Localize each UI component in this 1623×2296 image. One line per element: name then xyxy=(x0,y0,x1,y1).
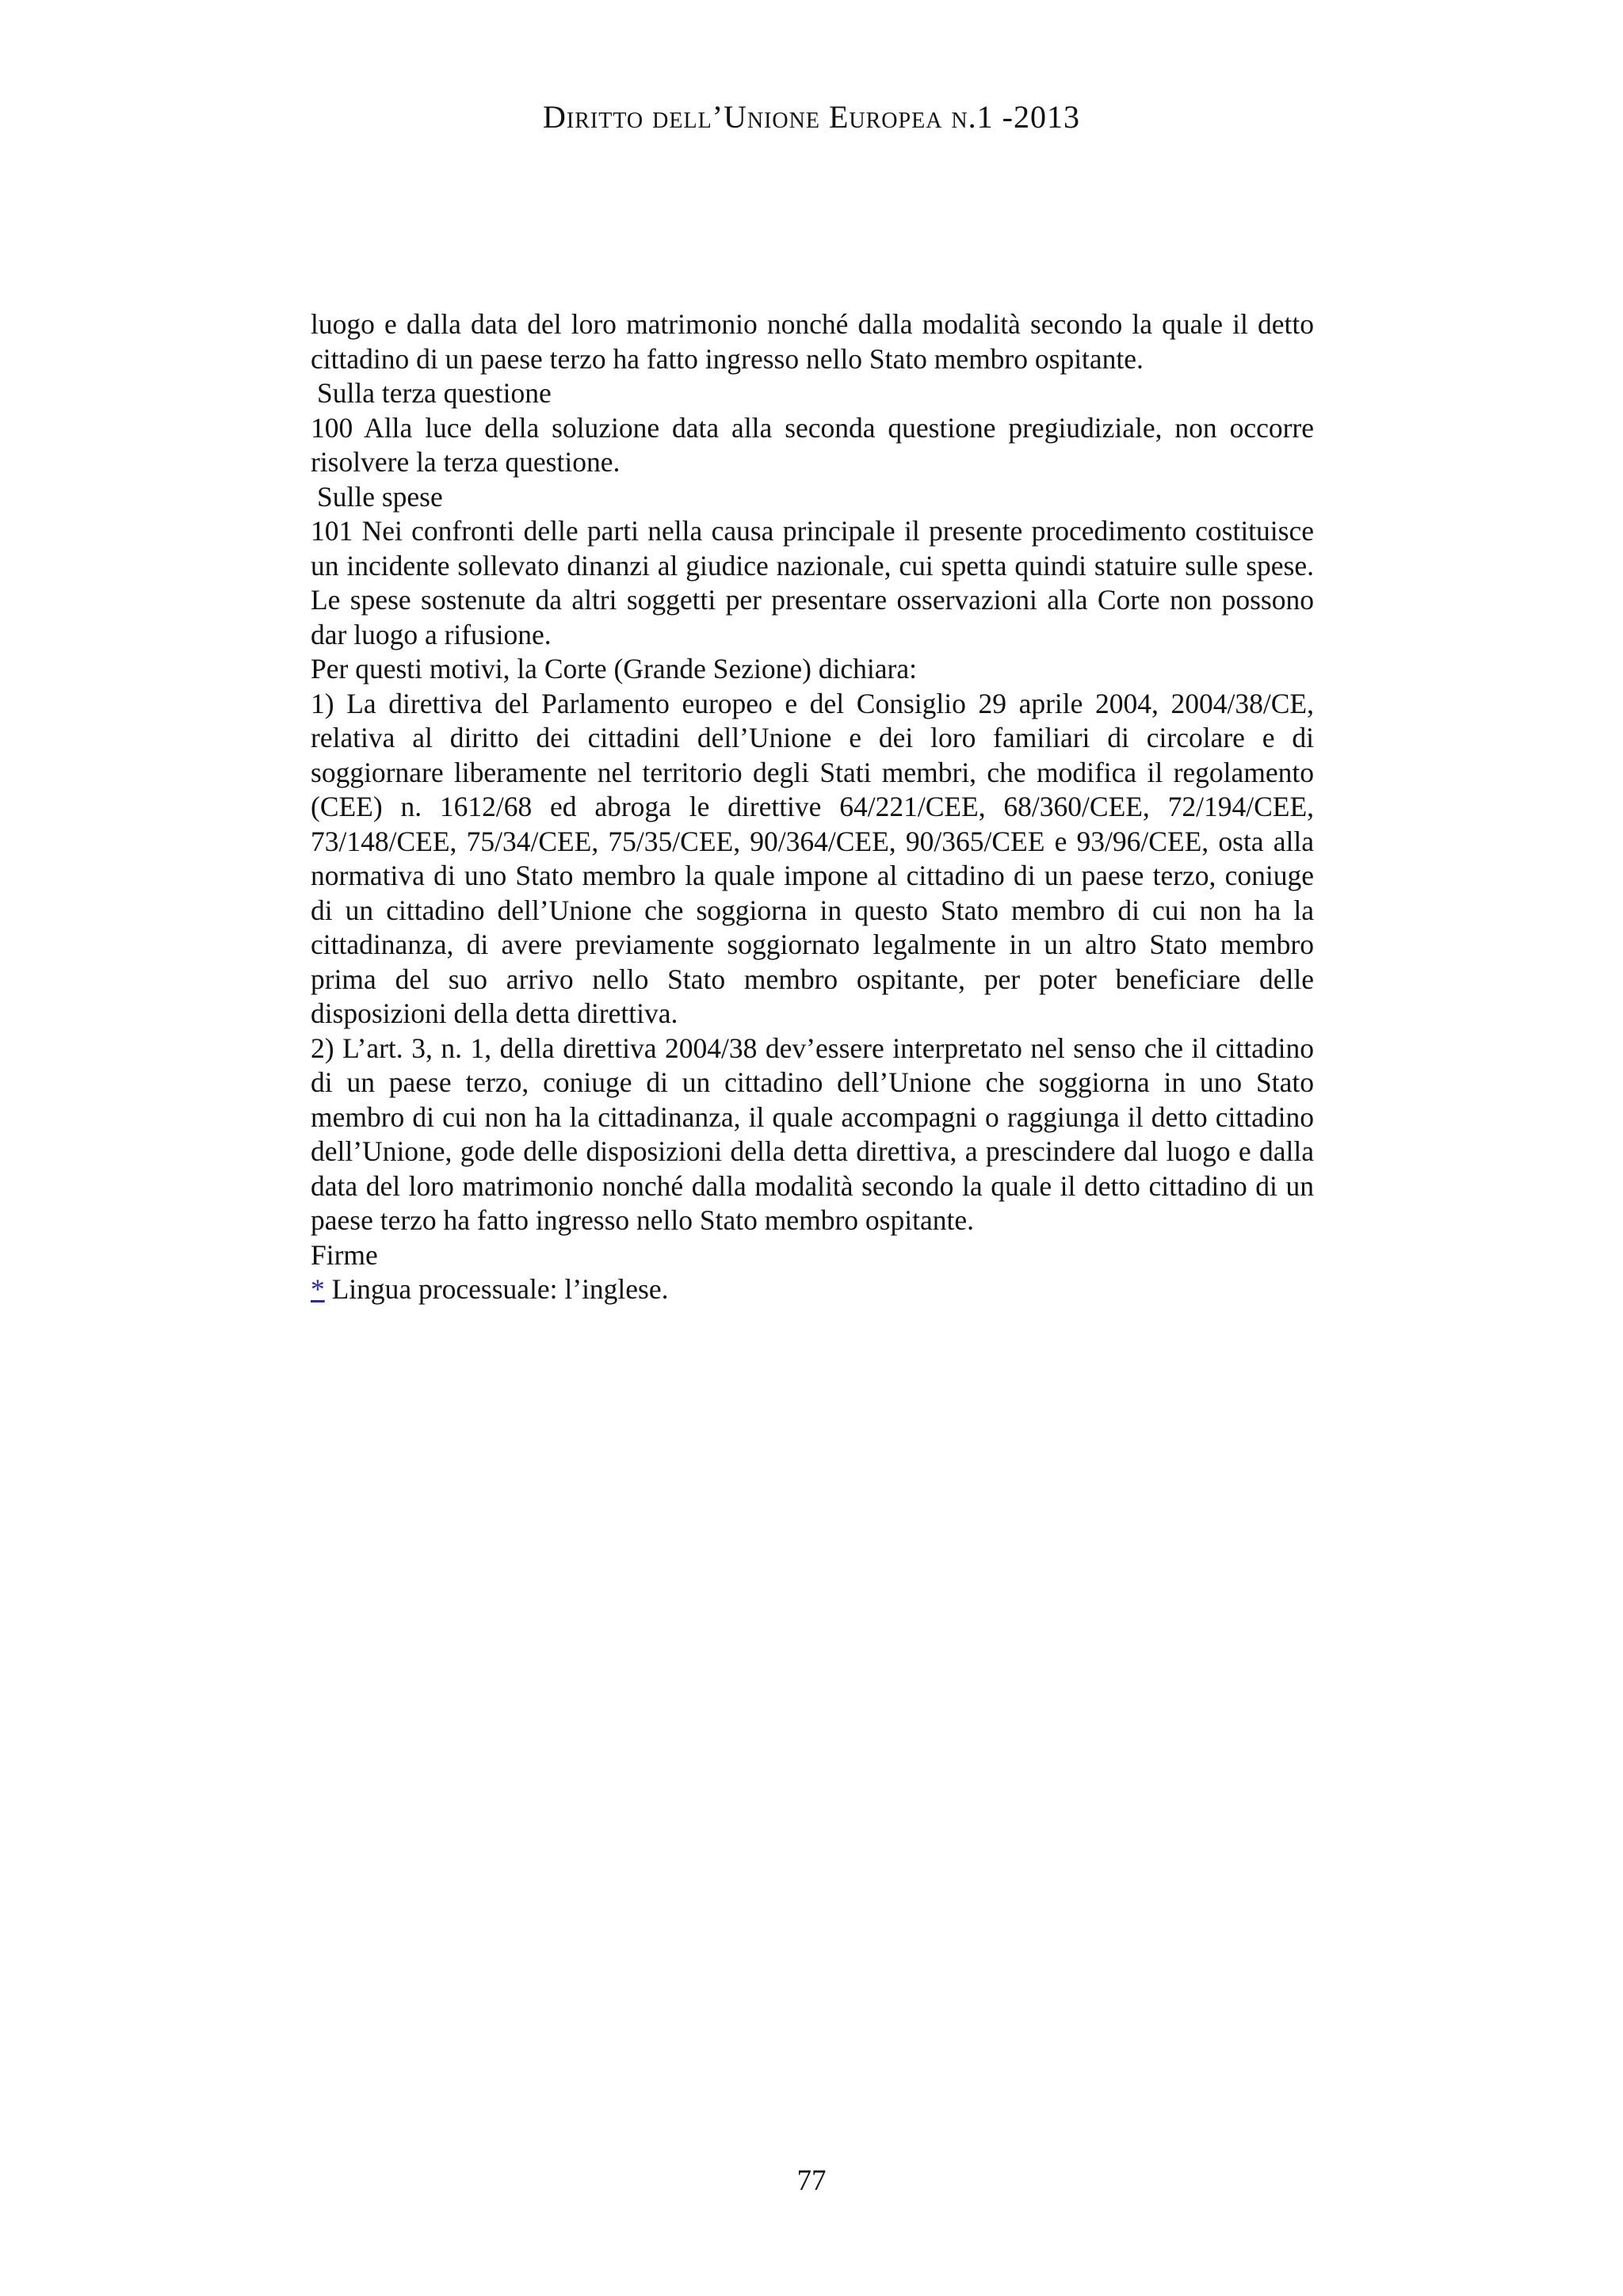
page-number: 77 xyxy=(796,2164,827,2197)
paragraph-intro: luogo e dalla data del loro matrimonio nonché dalla modalità secondo la quale il detto cittadino di un paese terzo ha fatto ingresso nello Stato membro ospitante. xyxy=(311,308,1314,375)
ruling-point-1: 1) La direttiva del Parlamento europeo e del Consiglio 29 aprile 2004, 2004/38/CE, relativa al diritto dei cittadini dell’Unione e dei loro familiari di circolare e di soggiornare liberamente nel territorio degli Stati membri, che modifica il regolamento (CEE) n. 1612/68 ed abroga le direttive 64/221/CEE, 68/360/CEE, 72/194/CEE, 73/148/CEE, 75/34/CEE, 75/35/CEE, 90/364/CEE, 90/365/CEE e 93/96/CEE, osta alla normativa di uno Stato membro la quale impone al cittadino di un paese terzo, coniuge di un cittadino dell’Unione che soggiorna in questo Stato membro di cui non ha la cittadinanza, di avere previamente soggiornato legalmente in un altro Stato membro prima del suo arrivo nello Stato membro ospitante, per poter beneficiare delle disposizioni della detta direttiva. xyxy=(311,687,1314,1029)
paragraph-per-questi-motivi: Per questi motivi, la Corte (Grande Sezione) dichiara: xyxy=(311,653,917,685)
section-heading-spese: Sulle spese xyxy=(317,480,443,513)
footnote-marker-link[interactable]: * xyxy=(311,1273,325,1305)
footnote-text: Lingua processuale: l’inglese. xyxy=(324,1273,669,1305)
body-text xyxy=(311,307,1314,1307)
paragraph-100: 100 Alla luce della soluzione data alla seconda questione pregiudiziale, non occorre risolvere la terza questione. xyxy=(311,411,1314,478)
running-header xyxy=(0,97,1623,138)
paragraph-101: 101 Nei confronti delle parti nella causa principale il presente procedimento costituisce un incidente sollevato dinanzi al giudice nazionale, cui spetta quindi statuire sulle spese. Le spese sostenute da altri soggetti per presentare osservazioni alla Corte non possono dar luogo a rifusione. xyxy=(311,515,1314,650)
signatures-line: Firme xyxy=(311,1238,378,1271)
ruling-point-2: 2) L’art. 3, n. 1, della direttiva 2004/38 dev’essere interpretato nel senso che il cittadino di un paese terzo, coniuge di un cittadino dell’Unione che soggiorna in uno Stato membro di cui non ha la cittadinanza, il quale accompagni o raggiunga il detto cittadino dell’Unione, gode delle disposizioni della detta direttiva, a prescindere dal luogo e dalla data del loro matrimonio nonché dalla modalità secondo la quale il detto cittadino di un paese terzo ha fatto ingresso nello Stato membro ospitante. xyxy=(311,1032,1314,1236)
footnote xyxy=(311,1272,1314,1307)
section-heading-terza-questione: Sulla terza questione xyxy=(317,377,552,409)
journal-title: Diritto dell’Unione Europea n.1 -2013 xyxy=(543,99,1080,135)
